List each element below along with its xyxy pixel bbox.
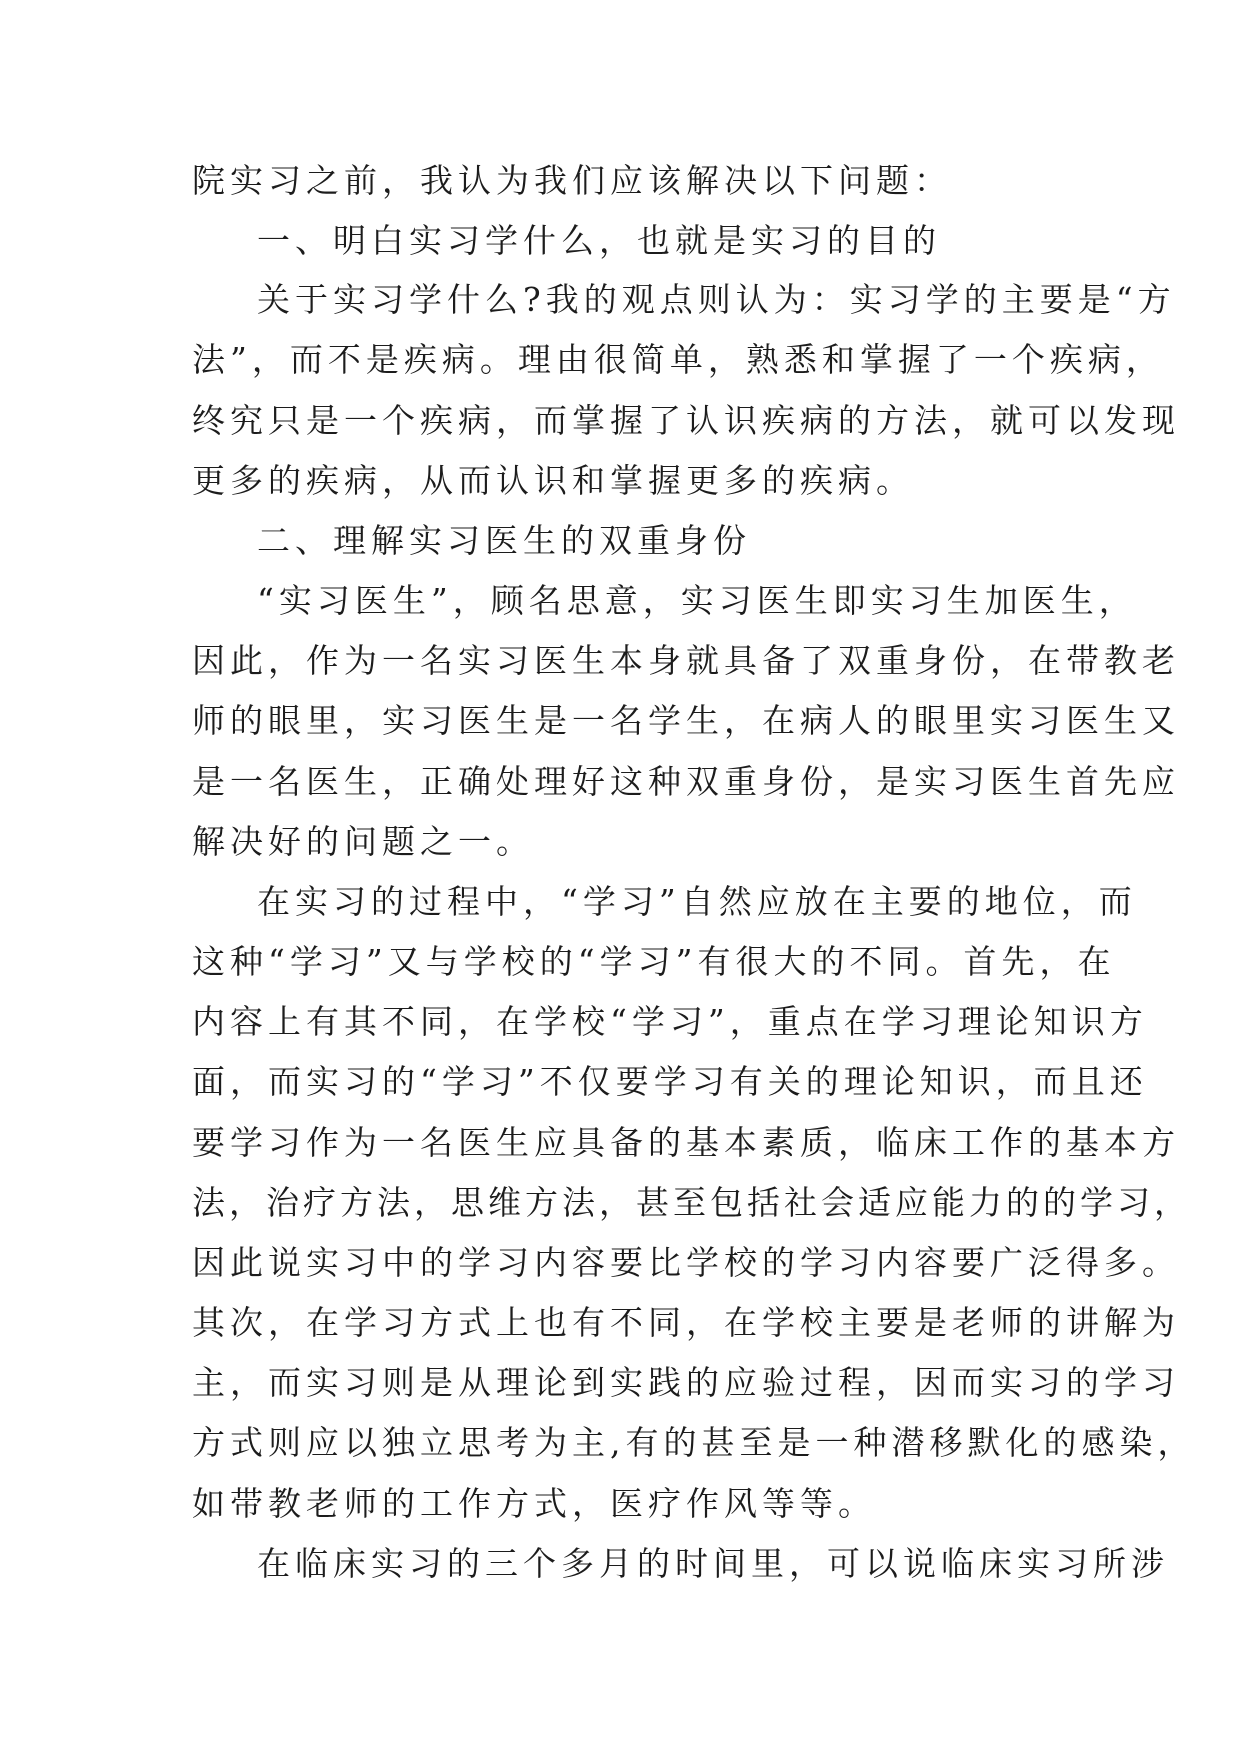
text-line: 内容上有其不同，在学校“学习”，重点在学习理论知识方 (192, 1002, 1148, 1041)
text-line: 因此，作为一名实习医生本身就具备了双重身份，在带教老 (192, 641, 1180, 680)
text-line: 面，而实习的“学习”不仅要学习有关的理论知识，而且还 (192, 1062, 1148, 1101)
text-line: 如带教老师的工作方式，医疗作风等等。 (192, 1484, 876, 1523)
text-line: 解决好的问题之一。 (192, 822, 534, 861)
text-line: 是一名医生，正确处理好这种双重身份，是实习医生首先应 (192, 762, 1180, 801)
text-line: 法，治疗方法，思维方法，甚至包括社会适应能力的的学习， (192, 1183, 1191, 1222)
text-line: 师的眼里，实习医生是一名学生，在病人的眼里实习医生又 (192, 701, 1180, 740)
text-line: 在实习的过程中，“学习”自然应放在主要的地位，而 (257, 882, 1137, 921)
text-line: 要学习作为一名医生应具备的基本素质，临床工作的基本方 (192, 1123, 1180, 1162)
text-line: 这种“学习”又与学校的“学习”有很大的不同。首先，在 (192, 942, 1116, 981)
section-heading-1: 一、明白实习学什么，也就是实习的目的 (257, 221, 941, 260)
text-line: 法”，而不是疾病。理由很简单，熟悉和掌握了一个疾病， (192, 340, 1164, 379)
text-line: 方式则应以独立思考为主,有的甚至是一种潜移默化的感染， (192, 1423, 1196, 1462)
text-line: 其次，在学习方式上也有不同，在学校主要是老师的讲解为 (192, 1303, 1180, 1342)
text-line: 关于实习学什么?我的观点则认为：实习学的主要是“方 (257, 280, 1176, 319)
text-line: 主，而实习则是从理论到实践的应验过程，因而实习的学习 (192, 1363, 1180, 1402)
text-line: 在临床实习的三个多月的时间里，可以说临床实习所涉 (257, 1544, 1169, 1583)
text-line: 更多的疾病，从而认识和掌握更多的疾病。 (192, 461, 914, 500)
text-line: “实习医生”，顾名思意，实习医生即实习生加医生， (257, 581, 1137, 620)
text-line: 因此说实习中的学习内容要比学校的学习内容要广泛得多。 (192, 1243, 1180, 1282)
section-heading-2: 二、理解实习医生的双重身份 (257, 521, 751, 560)
text-line: 终究只是一个疾病，而掌握了认识疾病的方法，就可以发现 (192, 401, 1180, 440)
text-line: 院实习之前，我认为我们应该解决以下问题： (192, 161, 952, 200)
